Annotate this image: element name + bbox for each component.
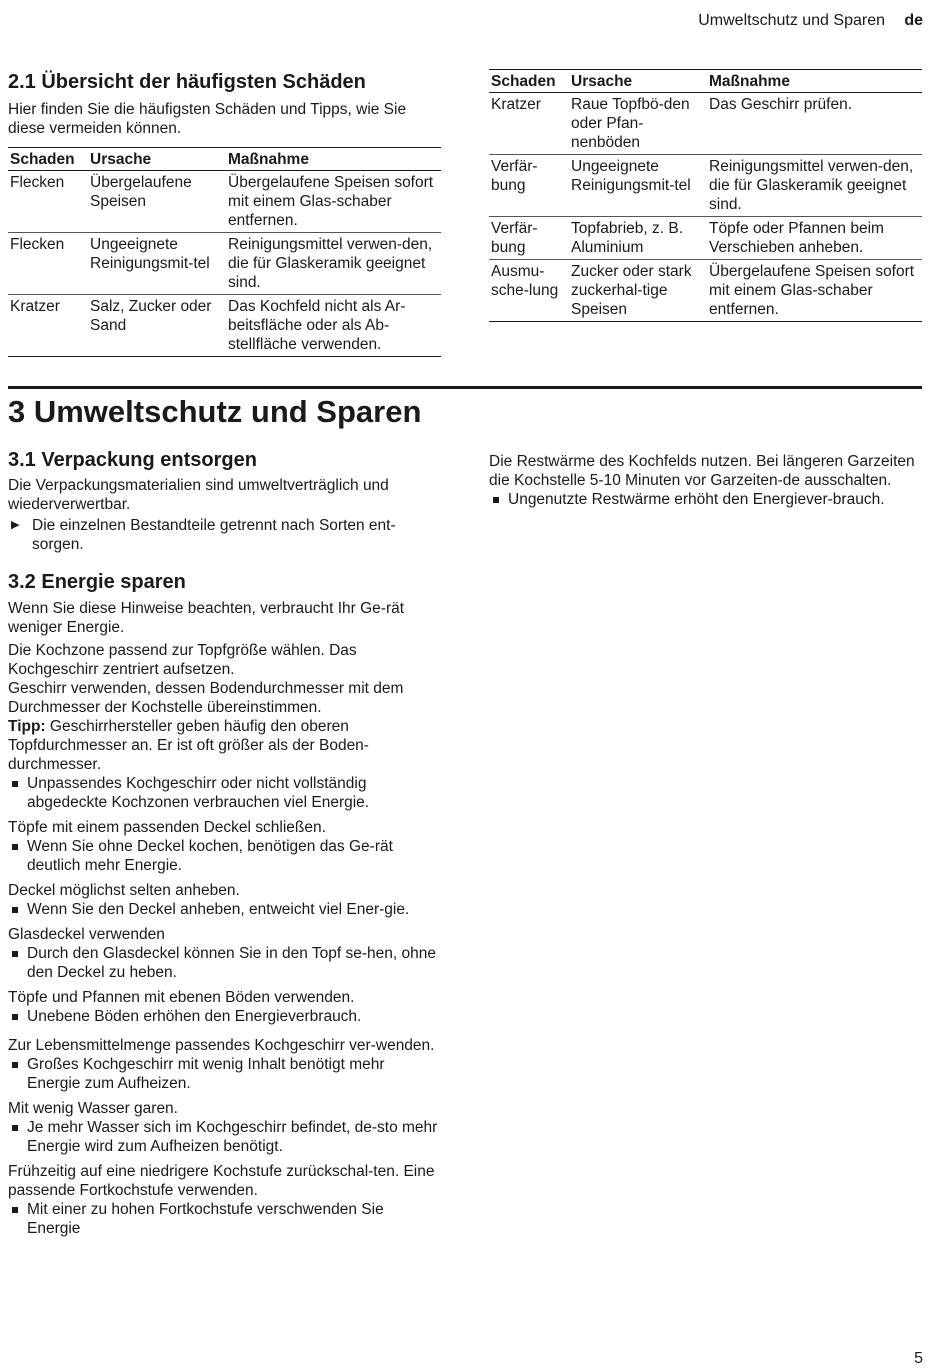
cell-damage: Ausmu-sche-lung xyxy=(489,260,569,322)
cell-cause: Ungeeignete Reinigungsmit-tel xyxy=(569,155,707,217)
energy-paragraph: Die Restwärme des Kochfelds nutzen. Bei längeren Garzeiten die Kochstelle 5-10 Minuten vor Garzeiten-de ausschalten. xyxy=(489,453,915,489)
square-bullet-icon xyxy=(493,497,499,503)
section-2-1-heading: 2.1 Übersicht der häufigsten Schäden xyxy=(8,71,366,93)
energy-paragraph: Die Kochzone passend zur Topfgröße wählen. Das Kochgeschirr zentriert aufsetzen. xyxy=(8,642,357,678)
damage-table-continued xyxy=(489,69,922,322)
list-item xyxy=(8,1007,441,1026)
cell-cause: Raue Topfbö-den oder Pfan-nenböden xyxy=(569,93,707,155)
language-code: de xyxy=(904,12,923,29)
section-3-left-column xyxy=(8,448,441,1238)
cell-remedy: Übergelaufene Speisen sofort mit einem Glas-schaber entfernen. xyxy=(226,171,441,233)
list-item xyxy=(489,490,922,509)
square-bullet-icon xyxy=(12,907,18,913)
list-item-text: Wenn Sie den Deckel anheben, entweicht viel Ener-gie. xyxy=(27,901,410,918)
energy-paragraph: Töpfe und Pfannen mit ebenen Böden verwenden. xyxy=(8,989,355,1006)
tip-label: Tipp: xyxy=(8,718,46,735)
col-header-schaden: Schaden xyxy=(489,70,569,93)
cell-cause: Salz, Zucker oder Sand xyxy=(88,295,226,357)
square-bullet-icon xyxy=(12,781,18,787)
cell-cause: Topfabrieb, z. B. Aluminium xyxy=(569,217,707,260)
cell-damage: Verfär-bung xyxy=(489,217,569,260)
table-row xyxy=(489,217,922,260)
energy-paragraph: Töpfe mit einem passenden Deckel schließen. xyxy=(8,819,326,836)
list-item-text: Unpassendes Kochgeschirr oder nicht vollständig abgedeckte Kochzonen verbrauchen viel Energie. xyxy=(27,775,370,811)
cell-damage: Flecken xyxy=(8,233,88,295)
list-item-text: Mit einer zu hohen Fortkochstufe verschwenden Sie Energie xyxy=(27,1201,384,1237)
chapter-3-heading: 3 Umweltschutz und Sparen xyxy=(8,394,422,429)
col-header-schaden: Schaden xyxy=(8,148,88,171)
energy-paragraph: Geschirr verwenden, dessen Bodendurchmesser mit dem Durchmesser der Kochstelle übereinstimmen. xyxy=(8,680,404,716)
energy-paragraph: Mit wenig Wasser garen. xyxy=(8,1100,178,1117)
table-row xyxy=(8,295,441,357)
cell-remedy: Töpfe oder Pfannen beim Verschieben anheben. xyxy=(707,217,922,260)
col-header-ursache: Ursache xyxy=(88,148,226,171)
table-row xyxy=(489,155,922,217)
col-header-ursache: Ursache xyxy=(569,70,707,93)
list-item xyxy=(8,1118,441,1156)
list-item xyxy=(8,1055,441,1093)
list-item-text: Je mehr Wasser sich im Kochgeschirr befindet, de-sto mehr Energie wird zum Aufheizen benötigt. xyxy=(27,1119,438,1155)
section-3-1-heading: 3.1 Verpackung entsorgen xyxy=(8,449,257,471)
section-3-1-text: Die Verpackungsmaterialien sind umweltverträglich und wiederverwertbar. xyxy=(8,477,389,513)
cell-damage: Kratzer xyxy=(8,295,88,357)
square-bullet-icon xyxy=(12,1014,18,1020)
cell-remedy: Reinigungsmittel verwen-den, die für Glaskeramik geeignet sind. xyxy=(707,155,922,217)
damage-table-right xyxy=(489,69,922,322)
section-2-1-intro: Hier finden Sie die häufigsten Schäden und Tipps, wie Sie diese vermeiden können. xyxy=(8,101,407,137)
cell-cause: Ungeeignete Reinigungsmit-tel xyxy=(88,233,226,295)
square-bullet-icon xyxy=(12,1207,18,1213)
tip-paragraph xyxy=(8,717,441,774)
action-step-text: Die einzelnen Bestandteile getrennt nach Sorten ent-sorgen. xyxy=(32,517,396,553)
table-header-row xyxy=(489,70,922,93)
col-header-massnahme: Maßnahme xyxy=(707,70,922,93)
energy-paragraph: Deckel möglichst selten anheben. xyxy=(8,882,240,899)
cell-remedy: Reinigungsmittel verwen-den, die für Glaskeramik geeignet sind. xyxy=(226,233,441,295)
list-item-text: Großes Kochgeschirr mit wenig Inhalt benötigt mehr Energie zum Aufheizen. xyxy=(27,1056,385,1092)
list-item-text: Ungenutzte Restwärme erhöht den Energiever-brauch. xyxy=(508,491,885,508)
cell-damage: Kratzer xyxy=(489,93,569,155)
section-2-1 xyxy=(8,70,441,357)
square-bullet-icon xyxy=(12,1125,18,1131)
arrow-right-icon: ▶ xyxy=(11,519,20,531)
list-item xyxy=(8,900,441,919)
table-row xyxy=(489,93,922,155)
list-item xyxy=(8,1200,441,1238)
list-item-text: Durch den Glasdeckel können Sie in den Topf se-hen, ohne den Deckel zu heben. xyxy=(27,945,437,981)
energy-intro: Wenn Sie diese Hinweise beachten, verbraucht Ihr Ge-rät weniger Energie. xyxy=(8,600,405,636)
cell-remedy: Übergelaufene Speisen sofort mit einem Glas-schaber entfernen. xyxy=(707,260,922,322)
square-bullet-icon xyxy=(12,1062,18,1068)
list-item-text: Wenn Sie ohne Deckel kochen, benötigen das Ge-rät deutlich mehr Energie. xyxy=(27,838,393,874)
square-bullet-icon xyxy=(12,844,18,850)
energy-paragraph: Glasdeckel verwenden xyxy=(8,926,165,943)
square-bullet-icon xyxy=(12,951,18,957)
list-item-text: Unebene Böden erhöhen den Energieverbrauch. xyxy=(27,1008,362,1025)
action-step xyxy=(8,516,441,554)
cell-damage: Flecken xyxy=(8,171,88,233)
energy-paragraph: Frühzeitig auf eine niedrigere Kochstufe zurückschal-ten. Eine passende Fortkochstufe verwenden. xyxy=(8,1163,435,1199)
col-header-massnahme: Maßnahme xyxy=(226,148,441,171)
cell-remedy: Das Kochfeld nicht als Ar-beitsfläche oder als Ab-stellfläche verwenden. xyxy=(226,295,441,357)
running-header-title: Umweltschutz und Sparen xyxy=(698,12,885,29)
tip-text: Geschirrhersteller geben häufig den oberen Topfdurchmesser an. Er ist oft größer als der Boden-durchmesser. xyxy=(8,718,369,773)
cell-remedy: Das Geschirr prüfen. xyxy=(707,93,922,155)
table-row xyxy=(489,260,922,322)
section-divider xyxy=(8,386,922,389)
energy-paragraph: Zur Lebensmittelmenge passendes Kochgeschirr ver-wenden. xyxy=(8,1037,435,1054)
section-3-2-heading: 3.2 Energie sparen xyxy=(8,571,186,593)
list-item xyxy=(8,774,441,812)
table-header-row xyxy=(8,148,441,171)
section-3-right-column xyxy=(489,452,922,509)
cell-cause: Zucker oder stark zuckerhal-tige Speisen xyxy=(569,260,707,322)
table-row xyxy=(8,233,441,295)
cell-cause: Übergelaufene Speisen xyxy=(88,171,226,233)
list-item xyxy=(8,944,441,982)
cell-damage: Verfär-bung xyxy=(489,155,569,217)
page-number: 5 xyxy=(914,1350,923,1367)
damage-table-left xyxy=(8,147,441,357)
table-row xyxy=(8,171,441,233)
list-item xyxy=(8,837,441,875)
